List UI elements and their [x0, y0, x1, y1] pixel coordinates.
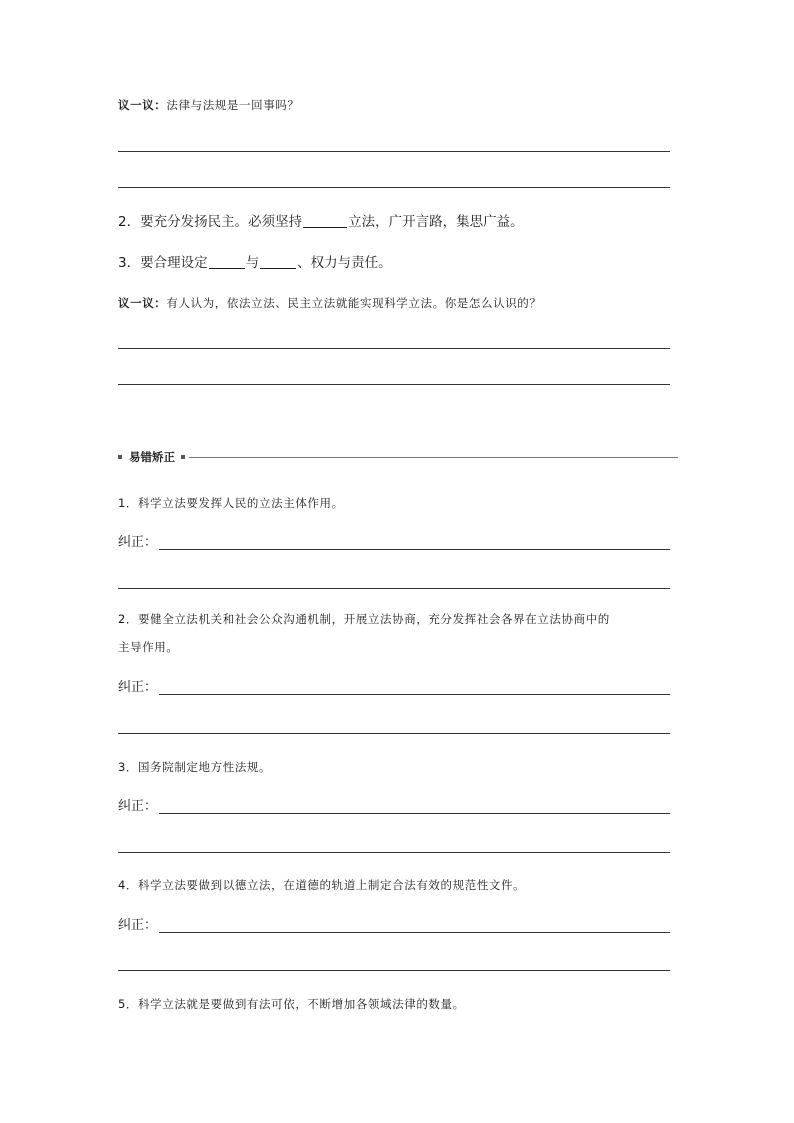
square-bullet-icon: [118, 455, 122, 459]
error-item-4: 4．科学立法要做到以德立法，在道德的轨道上制定合法有效的规范性文件。: [118, 878, 526, 892]
item-3-text-after: 、权力与责任。: [297, 255, 392, 271]
discussion-2: [118, 296, 542, 310]
answer-line[interactable]: [118, 588, 670, 589]
section-title: 易错矫正: [129, 450, 175, 464]
fill-blank[interactable]: [303, 214, 347, 228]
item-3: [118, 255, 392, 270]
fill-blank[interactable]: [260, 255, 296, 269]
correction-row: [118, 534, 670, 550]
correction-input-line[interactable]: [159, 931, 670, 933]
error-item-2: 2．要健全立法机关和社会公众沟通机制，开展立法协商，充分发挥社会各界在立法协商中的: [118, 612, 610, 626]
error-item-5: 5．科学立法就是要做到有法可依，不断增加各领域法律的数量。: [118, 997, 465, 1011]
answer-line[interactable]: [118, 348, 670, 349]
error-item-3: 3．国务院制定地方性法规。: [118, 760, 272, 774]
discussion-1-label: 议一议：: [118, 98, 167, 112]
correction-row: [118, 798, 670, 814]
correction-label: 纠正：: [118, 799, 158, 814]
error-item-2-continued: 主导作用。: [118, 640, 179, 654]
fill-blank[interactable]: [209, 255, 245, 269]
correction-input-line[interactable]: [159, 693, 670, 695]
section-divider: [189, 457, 678, 458]
item-3-text-before: 3．要合理设定: [118, 255, 208, 271]
item-2-text-after: 立法，广开言路，集思广益。: [348, 214, 524, 230]
discussion-1-text: 法律与法规是一回事吗？: [166, 98, 300, 112]
discussion-1: [118, 98, 300, 112]
answer-line[interactable]: [118, 151, 670, 152]
square-bullet-icon: [181, 455, 185, 459]
correction-row: [118, 679, 670, 695]
error-item-1: 1．科学立法要发挥人民的立法主体作用。: [118, 496, 344, 510]
correction-input-line[interactable]: [159, 548, 670, 550]
answer-line[interactable]: [118, 187, 670, 188]
answer-line[interactable]: [118, 384, 670, 385]
correction-label: 纠正：: [118, 535, 158, 550]
discussion-2-label: 议一议：: [118, 296, 167, 310]
correction-label: 纠正：: [118, 680, 158, 695]
item-2: [118, 214, 524, 229]
answer-line[interactable]: [118, 852, 670, 853]
answer-line[interactable]: [118, 733, 670, 734]
section-header: [118, 450, 678, 464]
correction-row: [118, 917, 670, 933]
discussion-2-text: 有人认为，依法立法、民主立法就能实现科学立法。你是怎么认识的？: [166, 296, 542, 310]
item-3-text-mid: 与: [245, 255, 260, 271]
item-2-text-before: 2．要充分发扬民主。必须坚持: [118, 214, 303, 230]
correction-input-line[interactable]: [159, 812, 670, 814]
correction-label: 纠正：: [118, 918, 158, 933]
answer-line[interactable]: [118, 970, 670, 971]
